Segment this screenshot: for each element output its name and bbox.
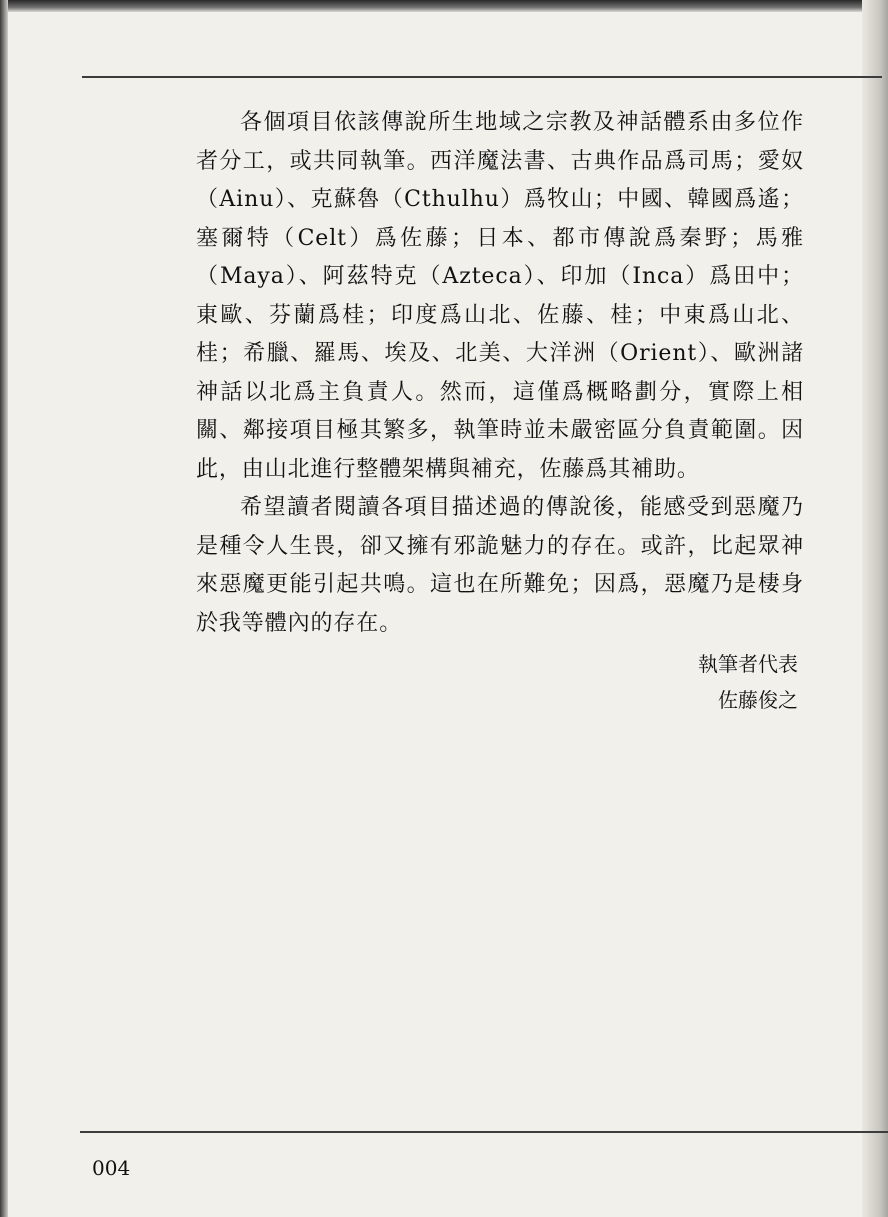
header-rule bbox=[82, 76, 882, 78]
scan-left-edge bbox=[0, 0, 8, 1217]
footer-rule bbox=[80, 1131, 888, 1133]
body-text bbox=[196, 104, 804, 643]
scan-top-edge bbox=[0, 0, 888, 12]
signature bbox=[698, 646, 798, 718]
scan-right-edge bbox=[862, 0, 888, 1217]
signature-title: 執筆者代表 bbox=[698, 652, 798, 676]
paragraph-2: 希望讀者閱讀各項目描述過的傳說後，能感受到惡魔乃是種令人生畏，卻又擁有邪詭魅力的存在。或許，比起眾神來惡魔更能引起共鳴。這也在所難免；因爲，惡魔乃是棲身於我等體內的存在。 bbox=[196, 495, 804, 636]
signature-name: 佐藤俊之 bbox=[718, 688, 798, 712]
page-number: 004 bbox=[92, 1156, 131, 1180]
paragraph-1: 各個項目依該傳說所生地域之宗教及神話體系由多位作者分工，或共同執筆。西洋魔法書、古典作品爲司馬；愛奴（Ainu）、克蘇魯（Cthulhu）爲牧山；中國、韓國爲遙；塞爾特（Celt）爲佐藤；日本、都市傳說爲秦野；馬雅（Maya）、阿茲特克（Azteca）、印加（Inca）爲田中；東歐、芬蘭爲桂；印度爲山北、佐藤、桂；中東爲山北、桂；希臘、羅馬、埃及、北美、大洋洲（Orient）、歐洲諸神話以北爲主負責人。然而，這僅爲概略劃分，實際上相關、鄰接項目極其繁多，執筆時並未嚴密區分負責範圍。因此，由山北進行整體架構與補充，佐藤爲其補助。 bbox=[196, 110, 804, 482]
